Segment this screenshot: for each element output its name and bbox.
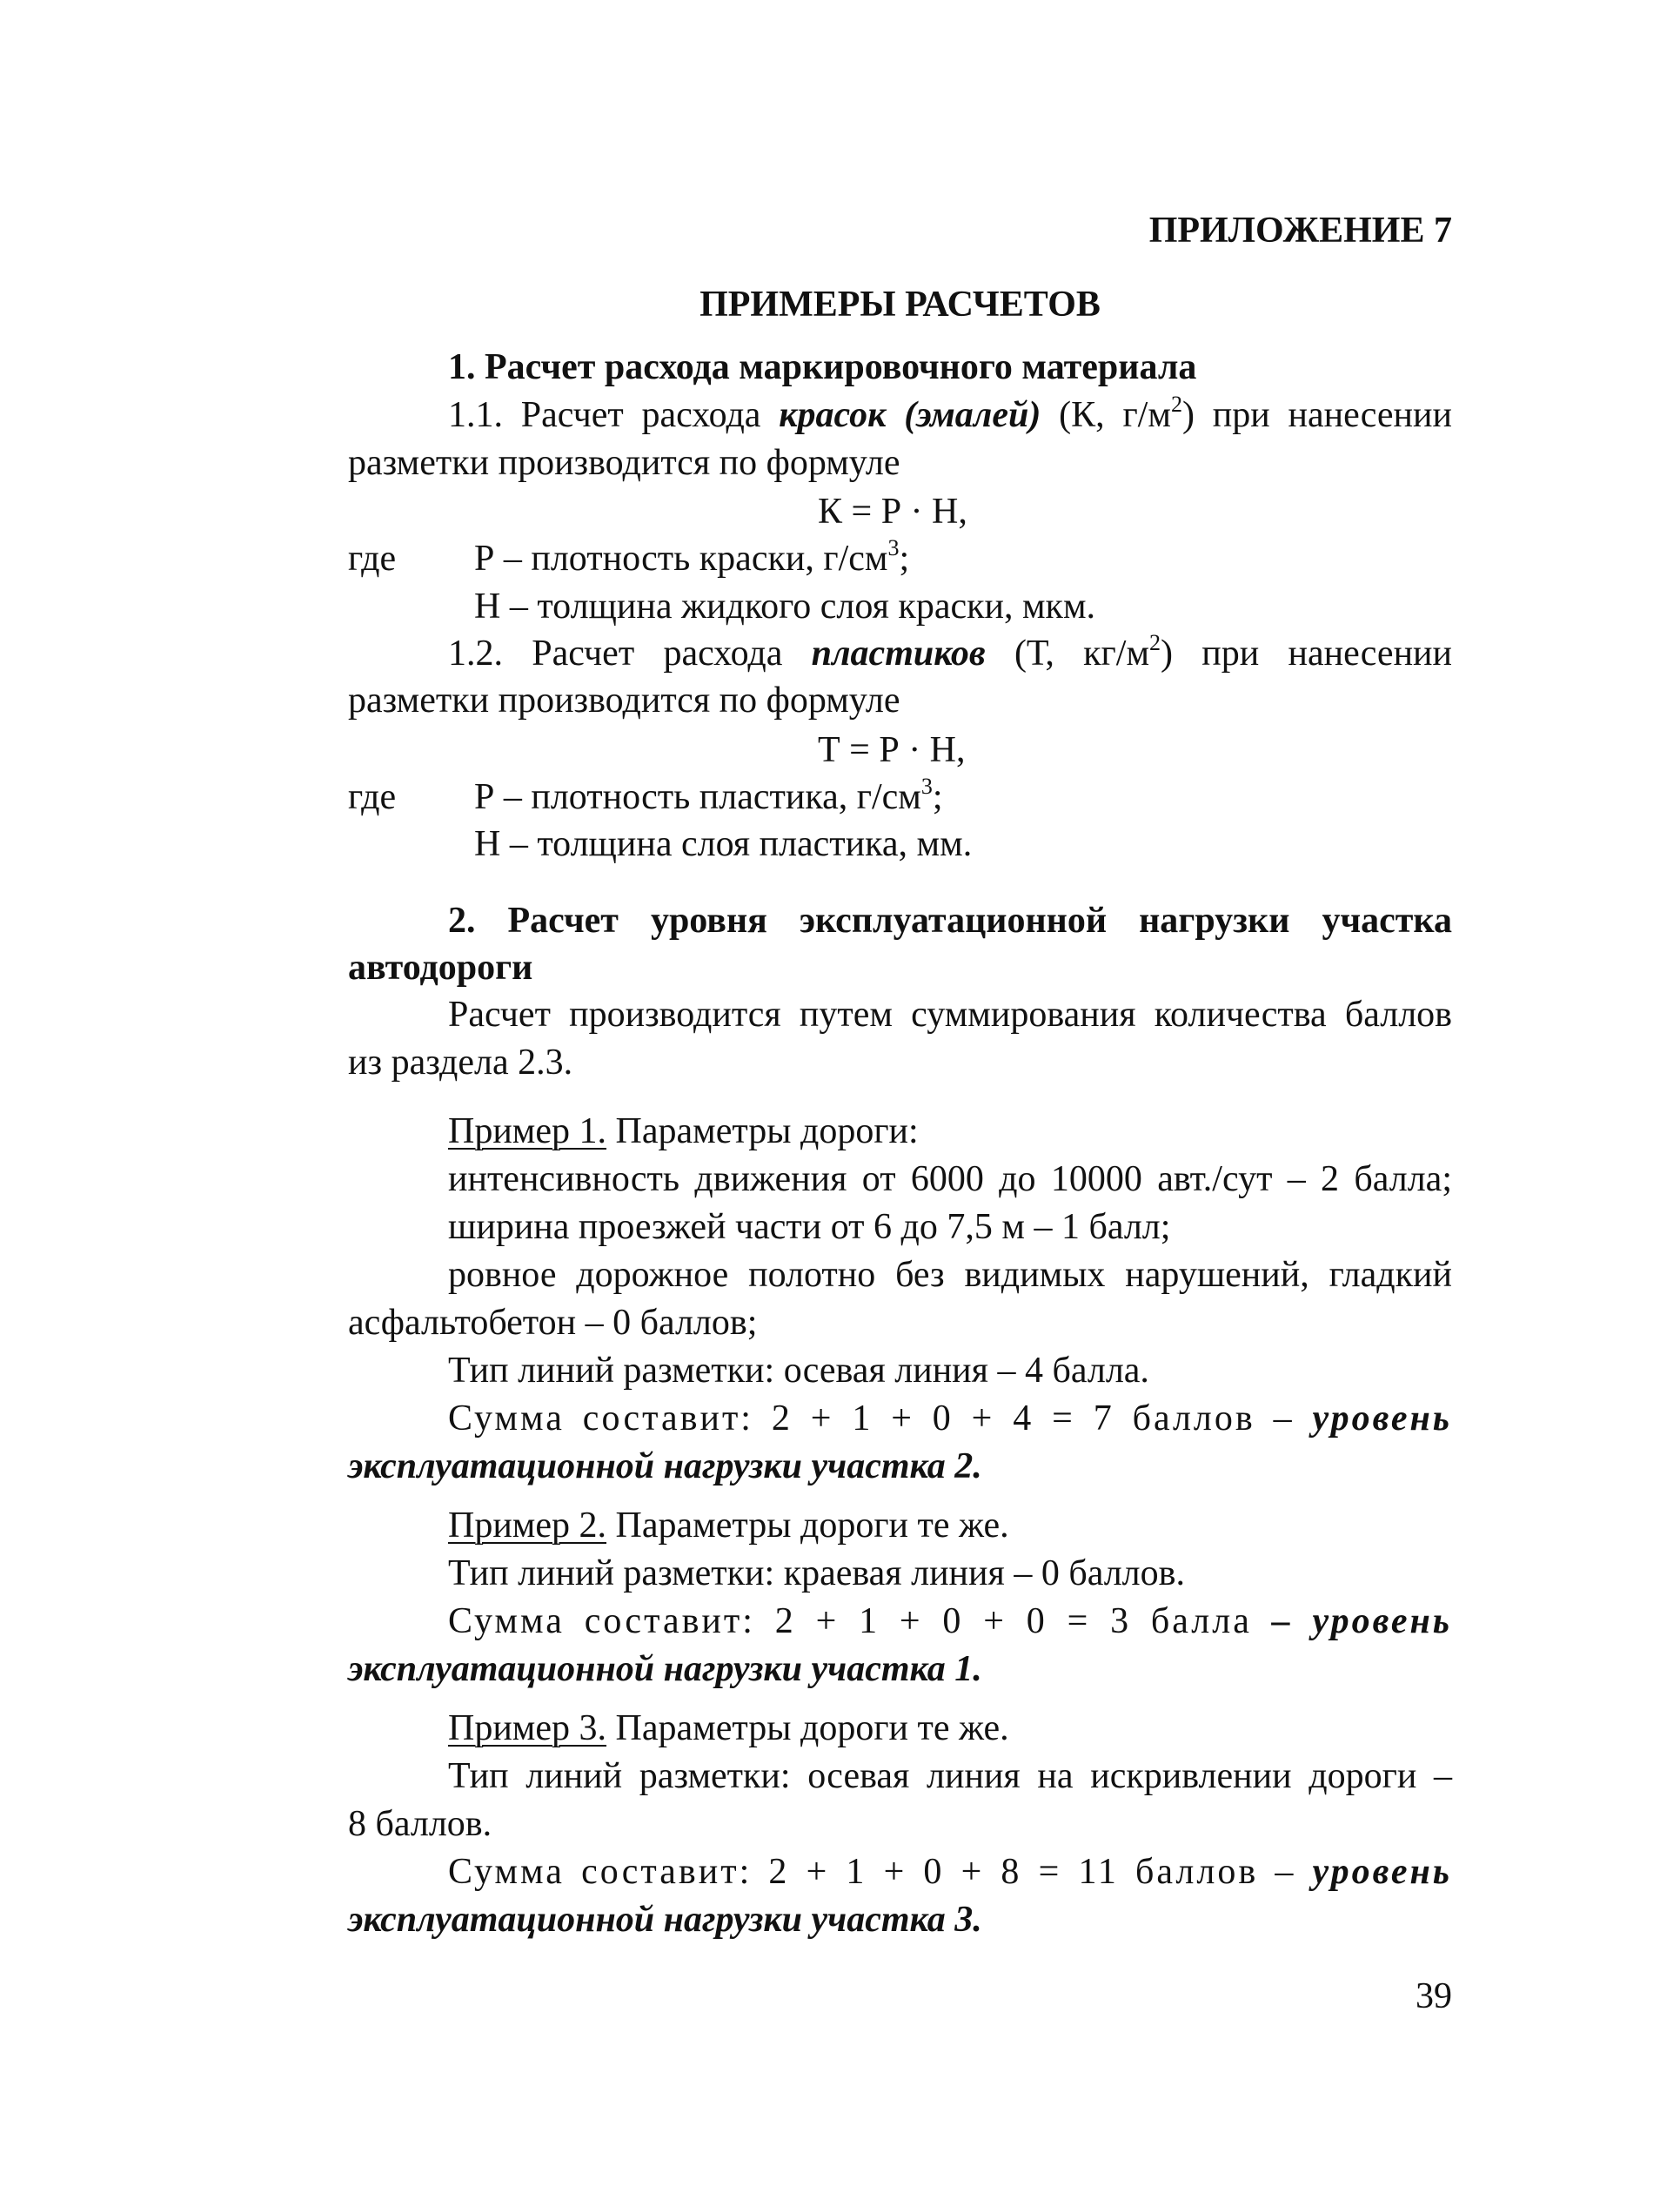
example3-sum: Сумма составит: 2 + 1 + 0 + 8 = 11 баллов – уровень <box>448 1852 1452 1892</box>
section2-intro-line2: из раздела 2.3. <box>348 1043 573 1083</box>
page-number: 39 <box>1416 1976 1452 2016</box>
section2-heading-line2: автодороги <box>348 948 533 988</box>
where-word-1: где <box>348 539 397 579</box>
example3-title: Пример 3. Параметры дороги те же. <box>448 1708 1009 1748</box>
example1-line2: ширина проезжей части от 6 до 7,5 м – 1 балл; <box>448 1207 1171 1247</box>
where2-definition-2: Н – толщина слоя пластика, мм. <box>474 824 973 864</box>
example3-line1: Тип линий разметки: осевая линия на искривлении дороги – <box>448 1756 1452 1796</box>
example2-line1: Тип линий разметки: краевая линия – 0 баллов. <box>448 1553 1185 1593</box>
section2-intro-line1: Расчет производится путем суммирования количества баллов <box>448 995 1452 1035</box>
example2-label: Пример 2. <box>448 1506 607 1546</box>
section1-p1-line1: 1.1. Расчет расхода красок (эмалей) (К, $г/м^2$) при нанесении <box>448 392 1452 435</box>
section1-p2-line2: разметки производится по формуле <box>348 681 900 721</box>
where-word-2: где <box>348 777 397 817</box>
section1-heading: 1. Расчет расхода маркировочного материала <box>448 347 1197 387</box>
example1-line4: Тип линий разметки: осевая линия – 4 балла. <box>448 1351 1149 1391</box>
example1-line3a: ровное дорожное полотно без видимых нарушений, гладкий <box>448 1255 1452 1295</box>
section1-p2-line1: 1.2. Расчет расхода пластиков (Т, $кг/м^2$) при нанесении <box>448 630 1452 674</box>
example2-title: Пример 2. Параметры дороги те же. <box>448 1506 1009 1546</box>
section2-heading-line1: 2. Расчет уровня эксплуатационной нагрузки участка <box>448 901 1452 941</box>
example2-sum: Сумма составит: 2 + 1 + 0 + 0 = 3 балла – уровень <box>448 1601 1453 1641</box>
example3-result: эксплуатационной нагрузки участка 3. <box>348 1900 982 1940</box>
formula-2: Т = Р · Н, <box>818 730 966 770</box>
example3-label: Пример 3. <box>448 1708 607 1748</box>
example1-sum: Сумма составит: 2 + 1 + 0 + 4 = 7 баллов – уровень <box>448 1398 1452 1439</box>
example2-result: эксплуатационной нагрузки участка 1. <box>348 1649 982 1689</box>
where1-definition-2: Н – толщина жидкого слоя краски, мкм. <box>474 587 1096 627</box>
where2-definition-1: Р – плотность пластика, $г/см^3$; <box>474 774 943 817</box>
where1-definition-1: Р – плотность краски, $г/см^3$; <box>474 535 910 579</box>
example1-title: Пример 1. Параметры дороги: <box>448 1111 919 1151</box>
example3-line2: 8 баллов. <box>348 1804 492 1844</box>
page-heading: ПРИМЕРЫ РАСЧЕТОВ <box>699 285 1101 325</box>
section1-p1-line2: разметки производится по формуле <box>348 443 900 483</box>
example1-result: эксплуатационной нагрузки участка 2. <box>348 1446 982 1486</box>
example1-label: Пример 1. <box>448 1111 607 1151</box>
example1-line1: интенсивность движения от 6000 до 10000 авт./сут – 2 балла; <box>448 1159 1452 1199</box>
formula-1: К = Р · Н, <box>818 492 967 532</box>
appendix-title: ПРИЛОЖЕНИЕ 7 <box>1148 211 1452 251</box>
example1-line3b: асфальтобетон – 0 баллов; <box>348 1303 758 1343</box>
